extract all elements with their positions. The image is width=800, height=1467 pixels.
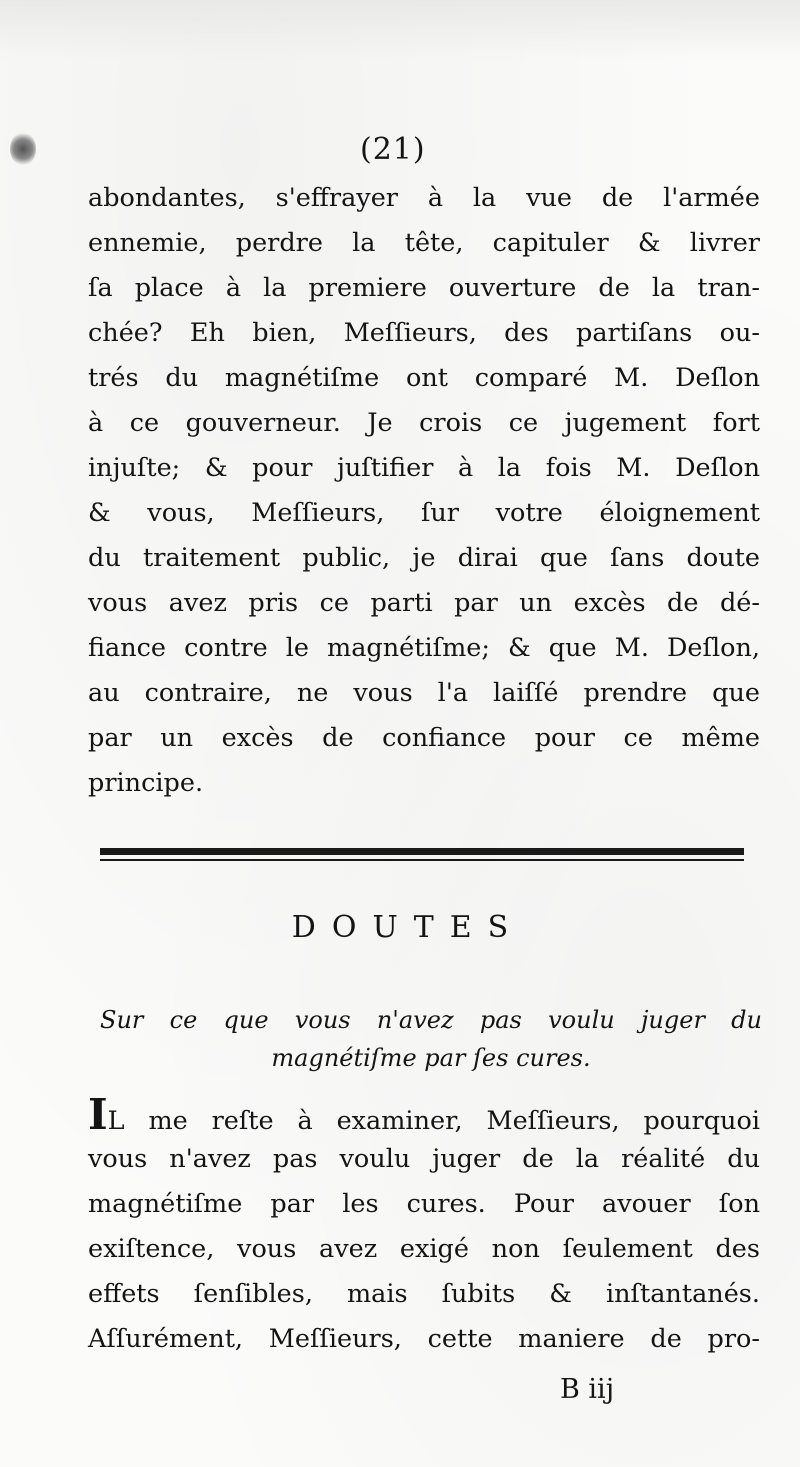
- text-line: effets ſenſibles, mais ſubits & inſtantanés.: [88, 1279, 760, 1309]
- paragraph-continued: [88, 176, 760, 806]
- text-line: vous avez pris ce parti par un excès de dé-: [88, 588, 760, 618]
- text-line: Aſſurément, Meſſieurs, cette maniere de pro-: [88, 1324, 760, 1354]
- page-edge-shadow: [0, 0, 800, 60]
- text-line: magnétiſme par les cures. Pour avouer ſon: [88, 1189, 760, 1219]
- paragraph-doutes: [88, 1092, 760, 1362]
- text-line: au contraire, ne vous l'a laiſſé prendre que: [88, 678, 760, 708]
- page-number: (21): [360, 132, 426, 167]
- ink-blot: [10, 132, 36, 166]
- section-heading: DOUTES: [291, 910, 525, 945]
- section-subtitle-line-2: magnétiſme par ſes cures.: [271, 1044, 591, 1072]
- drop-cap: I: [88, 1090, 108, 1139]
- section-subtitle-line-1: Sur ce que vous n'avez pas voulu juger du: [100, 1006, 762, 1034]
- text-line: ſa place à la premiere ouverture de la tran-: [88, 273, 760, 303]
- text-line: du traitement public, je dirai que ſans doute: [88, 543, 760, 573]
- text-line: vous n'avez pas voulu juger de la réalité du: [88, 1144, 760, 1174]
- section-divider-thin: [100, 859, 744, 861]
- text-line: trés du magnétiſme ont comparé M. Deſlon: [88, 363, 760, 393]
- text-line: par un excès de confiance pour ce même: [88, 723, 760, 753]
- section-divider-thick: [100, 848, 744, 855]
- text-line: principe.: [88, 768, 204, 798]
- text-line: abondantes, s'effrayer à la vue de l'armée: [88, 183, 760, 213]
- signature-mark: B iij: [560, 1374, 615, 1405]
- first-line-text: L me reſte à examiner, Meſſieurs, pourquoi: [107, 1106, 760, 1136]
- text-line: & vous, Meſſieurs, ſur votre éloignement: [88, 498, 760, 528]
- text-line: fiance contre le magnétiſme; & que M. Deſlon,: [88, 633, 760, 663]
- text-line: ennemie, perdre la tête, capituler & livrer: [88, 228, 760, 258]
- text-line: chée? Eh bien, Meſſieurs, des partiſans ou-: [88, 318, 760, 348]
- text-line: injuſte; & pour juſtifier à la fois M. Deſlon: [88, 453, 760, 483]
- text-line-first: [88, 1092, 760, 1137]
- text-line: à ce gouverneur. Je crois ce jugement fort: [88, 408, 760, 438]
- text-line: exiſtence, vous avez exigé non ſeulement des: [88, 1234, 760, 1264]
